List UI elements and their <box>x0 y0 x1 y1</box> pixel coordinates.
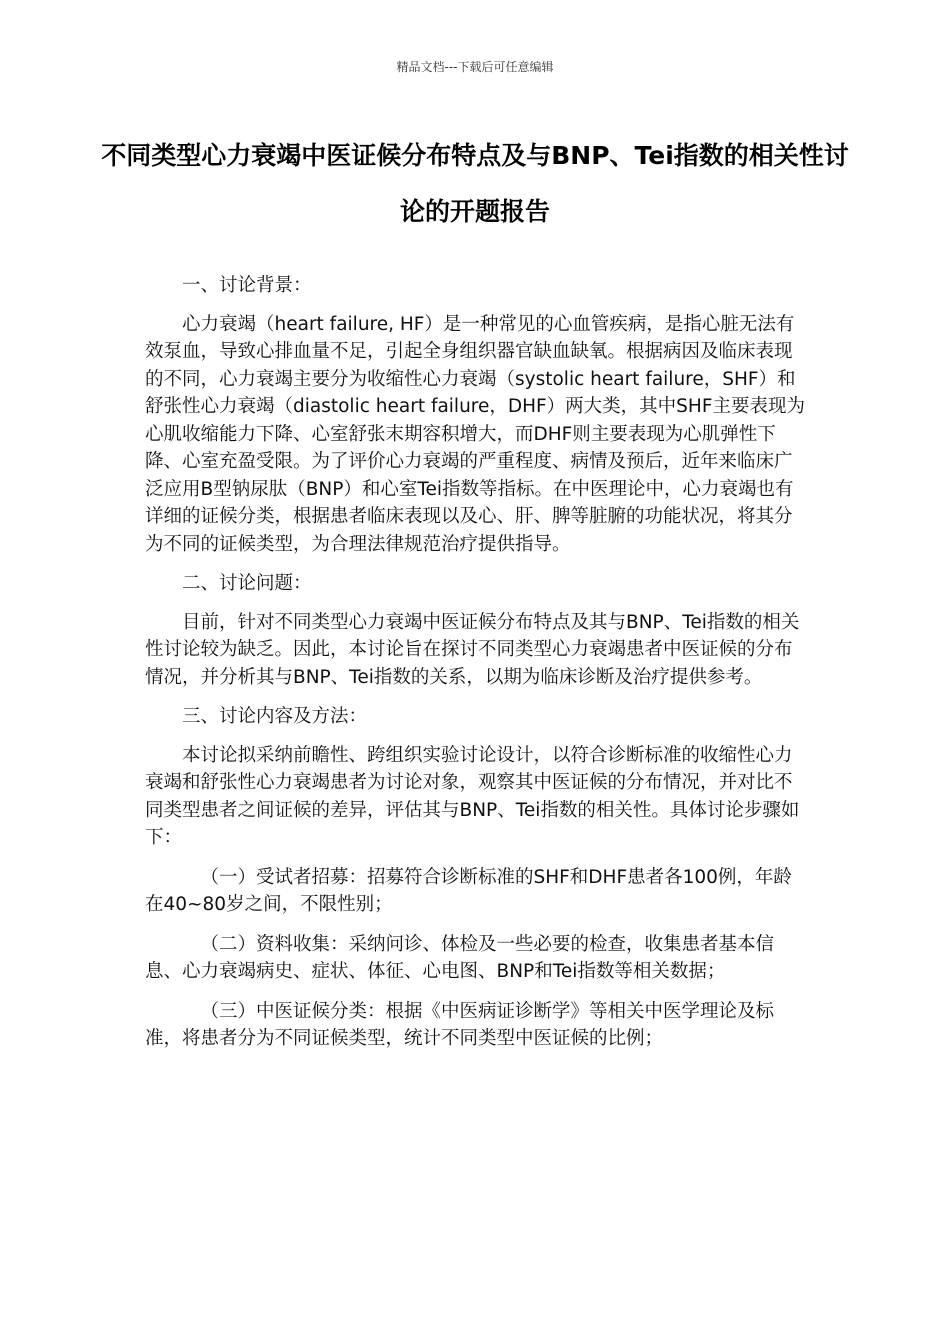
step-recruitment: （一）受试者招募：招募符合诊断标准的SHF和DHF患者各100例，年龄在40~80岁之间，不限性别； <box>145 866 792 915</box>
paragraph-background: 心力衰竭（heart failure, HF）是一种常见的心血管疾病，是指心脏无法有效泵血，导致心排血量不足，引起全身组织器官缺血缺氧。根据病因及临床表现的不同，心力衰竭主要分为收缩性心力衰竭（systolic heart failure，SHF）和舒张性心力衰竭（diastolic heart failure，DHF）两大类，其中SHF主要表现为心肌收缩能力下降、心室舒张末期容积增大，而DHF则主要表现为心肌弹性下降、心室充盈受限。为了评价心力衰竭的严重程度、病情及预后，近年来临床广泛应用B型钠尿肽（BNP）和心室Tei指数等指标。在中医理论中，心力衰竭也有详细的证候分类，根据患者临床表现以及心、肝、脾等脏腑的功能状况，将其分为不同的证候类型，为合理法律规范治疗提供指导。 <box>145 313 805 555</box>
section-heading-background: 一、讨论背景： <box>182 275 312 296</box>
paragraph-methods: 本讨论拟采纳前瞻性、跨组织实验讨论设计，以符合诊断标准的收缩性心力衰竭和舒张性心力衰竭患者为讨论对象，观察其中医证候的分布情况，并对比不同类型患者之间证候的差异，评估其与BNP、Tei指数的相关性。具体讨论步骤如下： <box>145 744 800 848</box>
section-heading-problem: 二、讨论问题： <box>182 573 312 594</box>
section-heading-methods: 三、讨论内容及方法： <box>182 706 368 727</box>
step-tcm-classification: （三）中医证候分类：根据《中医病证诊断学》等相关中医学理论及标准，将患者分为不同证候类型，统计不同类型中医证候的比例； <box>145 1000 775 1049</box>
paragraph-problem: 目前，针对不同类型心力衰竭中医证候分布特点及其与BNP、Tei指数的相关性讨论较为缺乏。因此，本讨论旨在探讨不同类型心力衰竭患者中医证候的分布情况，并分析其与BNP、Tei指数的关系，以期为临床诊断及治疗提供参考。 <box>145 611 800 688</box>
document-title: 不同类型心力衰竭中医证候分布特点及与BNP、Tei指数的相关性讨论的开题报告 <box>101 141 849 226</box>
document-body <box>145 272 810 1065</box>
step-data-collection: （二）资料收集：采纳问诊、体检及一些必要的检查，收集患者基本信息、心力衰竭病史、症状、体征、心电图、BNP和Tei指数等相关数据； <box>145 933 775 982</box>
header-note: 精品文档---下载后可任意编辑 <box>396 60 554 74</box>
